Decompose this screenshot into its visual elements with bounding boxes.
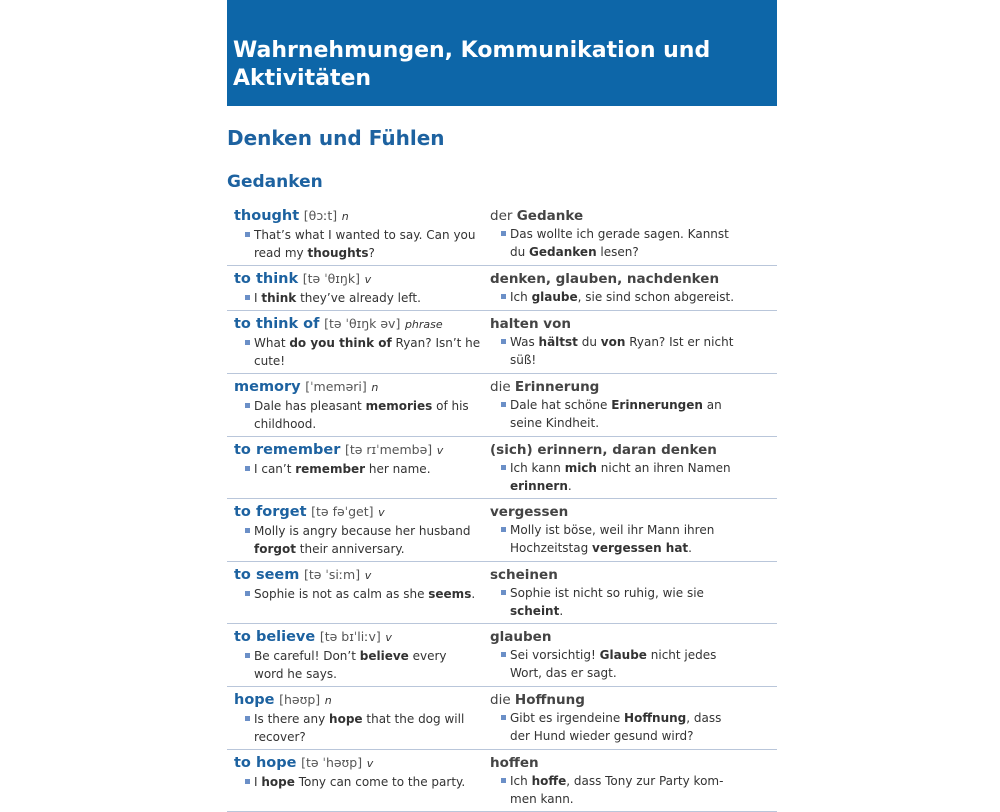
pronunciation: [tə ˈθɪŋk] [302, 271, 360, 286]
example-text: der Hund wieder gesund wird? [510, 729, 694, 743]
bullet-square-icon [245, 653, 250, 658]
german-headword: halten von [490, 316, 571, 332]
bullet-square-icon [501, 402, 506, 407]
example-text: Molly ist böse, weil ihr Mann ihren [510, 523, 715, 537]
english-headword-line [234, 503, 482, 522]
bullet-square-icon [245, 716, 250, 721]
example-keyword: seems [428, 587, 472, 601]
example-text: Ryan? Ist er nicht [625, 335, 734, 349]
bullet-square-icon [501, 715, 506, 720]
example-text: . [471, 587, 476, 601]
vocab-entry [227, 374, 777, 437]
english-headword: to seem [234, 567, 300, 583]
english-headword-line [234, 315, 482, 334]
example-sentence [234, 226, 482, 262]
example-text: Hochzeitstag [510, 541, 593, 555]
example-sentence [490, 709, 777, 745]
german-headword-line [490, 207, 777, 225]
german-column [482, 207, 777, 262]
bullet-square-icon [245, 466, 250, 471]
pronunciation: [tə fəˈget] [311, 504, 374, 519]
example-text: I [254, 291, 262, 305]
english-headword-line [234, 754, 482, 773]
example-text: nicht jedes [646, 648, 717, 662]
german-headword-line [490, 628, 777, 646]
example-text: Tony can come to the party. [294, 775, 466, 789]
bullet-square-icon [245, 232, 250, 237]
vocab-entry [227, 311, 777, 374]
example-sentence [234, 647, 482, 683]
chapter-title-line-2: Aktivitäten [233, 66, 372, 91]
part-of-speech: n [324, 694, 332, 707]
example-text: Sophie ist nicht so ruhig, wie sie [510, 586, 704, 600]
german-headword-line [490, 566, 777, 584]
example-text: Is there any [254, 712, 330, 726]
german-headword: glauben [490, 629, 552, 645]
example-text: of his [432, 399, 469, 413]
pronunciation: [həʊp] [279, 692, 321, 707]
section-title: Denken und Fühlen [227, 126, 445, 150]
example-keyword: hoffe [531, 774, 567, 788]
english-headword-line [234, 628, 482, 647]
vocabulary-list [227, 203, 777, 812]
german-column [482, 503, 777, 558]
german-headword-line [490, 754, 777, 772]
english-headword: to forget [234, 504, 307, 520]
example-keyword: Glaube [599, 648, 647, 662]
example-text: süß! [510, 353, 537, 367]
english-column [227, 566, 482, 620]
example-sentence [234, 585, 482, 603]
example-text: her name. [365, 462, 431, 476]
example-keyword: hältst [538, 335, 578, 349]
example-sentence [234, 522, 482, 558]
pronunciation: [tə bɪˈliːv] [319, 629, 381, 644]
english-headword: to remember [234, 442, 341, 458]
part-of-speech: n [371, 381, 379, 394]
example-keyword: Hoffnung [624, 711, 687, 725]
example-text: Was [510, 335, 539, 349]
bullet-square-icon [245, 779, 250, 784]
vocab-entry [227, 750, 777, 812]
chapter-title-line-1: Wahrnehmungen, Kommunikation und [233, 38, 711, 63]
english-headword-line [234, 270, 482, 289]
example-text: du [510, 245, 530, 259]
example-text: that the dog will [362, 712, 465, 726]
bullet-square-icon [501, 294, 506, 299]
german-column [482, 691, 777, 746]
example-text: their anniversary. [295, 542, 405, 556]
german-column [482, 315, 777, 370]
example-text: every [408, 649, 447, 663]
example-text: ? [368, 246, 375, 260]
example-text: childhood. [254, 417, 317, 431]
example-text: Ich [510, 774, 532, 788]
example-text: I [254, 775, 262, 789]
english-column [227, 628, 482, 683]
subsection-title: Gedanken [227, 172, 323, 192]
example-text: That’s what I wanted to say. Can you [254, 228, 476, 242]
vocab-entry [227, 203, 777, 266]
example-sentence [490, 584, 777, 620]
german-headword: denken, glauben, nachdenken [490, 271, 720, 287]
example-sentence [490, 333, 777, 369]
example-keyword: erinnern [510, 479, 568, 493]
example-text: . [559, 604, 564, 618]
german-headword-line [490, 378, 777, 396]
example-keyword: hope [261, 775, 295, 789]
part-of-speech: v [366, 757, 374, 770]
english-headword-line [234, 691, 482, 710]
vocab-entry [227, 266, 777, 311]
bullet-square-icon [501, 590, 506, 595]
pronunciation: [tə rɪˈmembə] [344, 442, 433, 457]
example-text: cute! [254, 354, 286, 368]
example-text: they’ve already left. [296, 291, 421, 305]
german-headword-line [490, 315, 777, 333]
english-headword-line [234, 441, 482, 460]
german-headword: scheinen [490, 567, 558, 583]
vocab-entry [227, 562, 777, 624]
example-keyword: thoughts [307, 246, 369, 260]
german-headword: hoffen [490, 755, 539, 771]
example-keyword: Erinnerungen [611, 398, 703, 412]
example-text: du [577, 335, 601, 349]
english-column [227, 441, 482, 495]
pronunciation: [θɔːt] [303, 208, 338, 223]
example-text: Dale hat schöne [510, 398, 612, 412]
example-sentence [490, 396, 777, 432]
german-headword-line [490, 270, 777, 288]
vocab-entry [227, 687, 777, 750]
english-headword: to think [234, 271, 299, 287]
pronunciation: [tə ˈhəʊp] [301, 755, 363, 770]
bullet-square-icon [245, 403, 250, 408]
example-text: Gibt es irgendeine [510, 711, 625, 725]
example-text: seine Kindheit. [510, 416, 600, 430]
german-column [482, 566, 777, 620]
example-text: Ich kann [510, 461, 565, 475]
example-text: men kann. [510, 792, 574, 806]
german-article: die [490, 692, 515, 708]
chapter-title [233, 37, 771, 93]
english-column [227, 503, 482, 558]
example-text: Be careful! Don’t [254, 649, 360, 663]
example-text: , sie sind schon abgereist. [577, 290, 735, 304]
example-text: Sei vorsichtig! [510, 648, 600, 662]
german-column [482, 441, 777, 495]
part-of-speech: v [436, 444, 444, 457]
example-text: nicht an ihren Namen [596, 461, 731, 475]
vocab-entry [227, 499, 777, 562]
english-headword: memory [234, 379, 301, 395]
example-sentence [490, 772, 777, 808]
example-text: Das wollte ich gerade sagen. Kannst [510, 227, 729, 241]
german-headword: Erinnerung [514, 379, 600, 395]
english-headword-line [234, 566, 482, 585]
example-text: Ich [510, 290, 532, 304]
english-headword: hope [234, 692, 275, 708]
example-sentence [490, 521, 777, 557]
bullet-square-icon [245, 528, 250, 533]
example-sentence [234, 460, 482, 478]
example-text: What [254, 336, 290, 350]
english-column [227, 207, 482, 262]
example-text: read my [254, 246, 308, 260]
english-headword-line [234, 207, 482, 226]
example-keyword: memories [365, 399, 433, 413]
example-keyword: hope [329, 712, 363, 726]
bullet-square-icon [501, 778, 506, 783]
part-of-speech: phrase [404, 318, 443, 331]
german-article: der [490, 208, 517, 224]
example-text: an [702, 398, 722, 412]
vocabulary-page [227, 0, 777, 812]
example-text: . [688, 541, 692, 555]
example-keyword: think [261, 291, 297, 305]
example-text: , dass [686, 711, 722, 725]
german-headword-line [490, 503, 777, 521]
vocab-entry [227, 437, 777, 499]
english-column [227, 270, 482, 307]
example-sentence [234, 334, 482, 370]
example-text: Ryan? Isn’t he [391, 336, 481, 350]
example-text: Dale has pleasant [254, 399, 366, 413]
example-keyword: vergessen hat [592, 541, 689, 555]
german-column [482, 270, 777, 307]
example-keyword: forgot [254, 542, 296, 556]
german-headword: Gedanke [516, 208, 584, 224]
example-sentence [234, 289, 482, 307]
english-column [227, 378, 482, 433]
german-column [482, 378, 777, 433]
bullet-square-icon [245, 591, 250, 596]
bullet-square-icon [501, 339, 506, 344]
example-text: lesen? [596, 245, 639, 259]
german-headword-line [490, 691, 777, 709]
example-sentence [490, 288, 777, 306]
example-text: I can’t [254, 462, 296, 476]
part-of-speech: n [341, 210, 349, 223]
part-of-speech: v [364, 273, 372, 286]
example-keyword: scheint [510, 604, 560, 618]
pronunciation: [tə ˈsiːm] [303, 567, 361, 582]
example-keyword: remember [295, 462, 366, 476]
bullet-square-icon [245, 340, 250, 345]
example-keyword: believe [359, 649, 409, 663]
chapter-banner [227, 0, 777, 106]
example-text: . [567, 479, 572, 493]
example-text: , dass Tony zur Party kom- [566, 774, 724, 788]
pronunciation: [tə ˈθɪŋk əv] [324, 316, 401, 331]
bullet-square-icon [245, 295, 250, 300]
german-headword: (sich) erinnern, daran denken [490, 442, 717, 458]
bullet-square-icon [501, 652, 506, 657]
english-column [227, 691, 482, 746]
example-text: Sophie is not as calm as she [254, 587, 429, 601]
example-sentence [234, 397, 482, 433]
english-headword: thought [234, 208, 300, 224]
english-headword: to think of [234, 316, 320, 332]
german-headword-line [490, 441, 777, 459]
example-sentence [234, 773, 482, 791]
example-keyword: von [600, 335, 626, 349]
example-text: Wort, das er sagt. [510, 666, 617, 680]
bullet-square-icon [501, 231, 506, 236]
example-keyword: glaube [531, 290, 578, 304]
example-keyword: mich [564, 461, 597, 475]
part-of-speech: v [378, 506, 385, 519]
german-headword: Hoffnung [514, 692, 585, 708]
english-headword: to hope [234, 755, 297, 771]
vocab-entry [227, 624, 777, 687]
german-article: die [490, 379, 515, 395]
english-headword: to believe [234, 629, 316, 645]
english-headword-line [234, 378, 482, 397]
example-text: Molly is angry because her husband [254, 524, 471, 538]
example-sentence [234, 710, 482, 746]
example-text: recover? [254, 730, 306, 744]
german-headword: vergessen [490, 504, 569, 520]
part-of-speech: v [364, 569, 372, 582]
example-sentence [490, 646, 777, 682]
example-sentence [490, 225, 777, 261]
pronunciation: [ˈmeməri] [305, 379, 367, 394]
part-of-speech: v [385, 631, 392, 644]
bullet-square-icon [501, 465, 506, 470]
example-sentence [490, 459, 777, 495]
example-keyword: do you think of [289, 336, 392, 350]
example-keyword: Gedanken [529, 245, 597, 259]
german-column [482, 628, 777, 683]
example-text: word he says. [254, 667, 337, 681]
english-column [227, 315, 482, 370]
bullet-square-icon [501, 527, 506, 532]
